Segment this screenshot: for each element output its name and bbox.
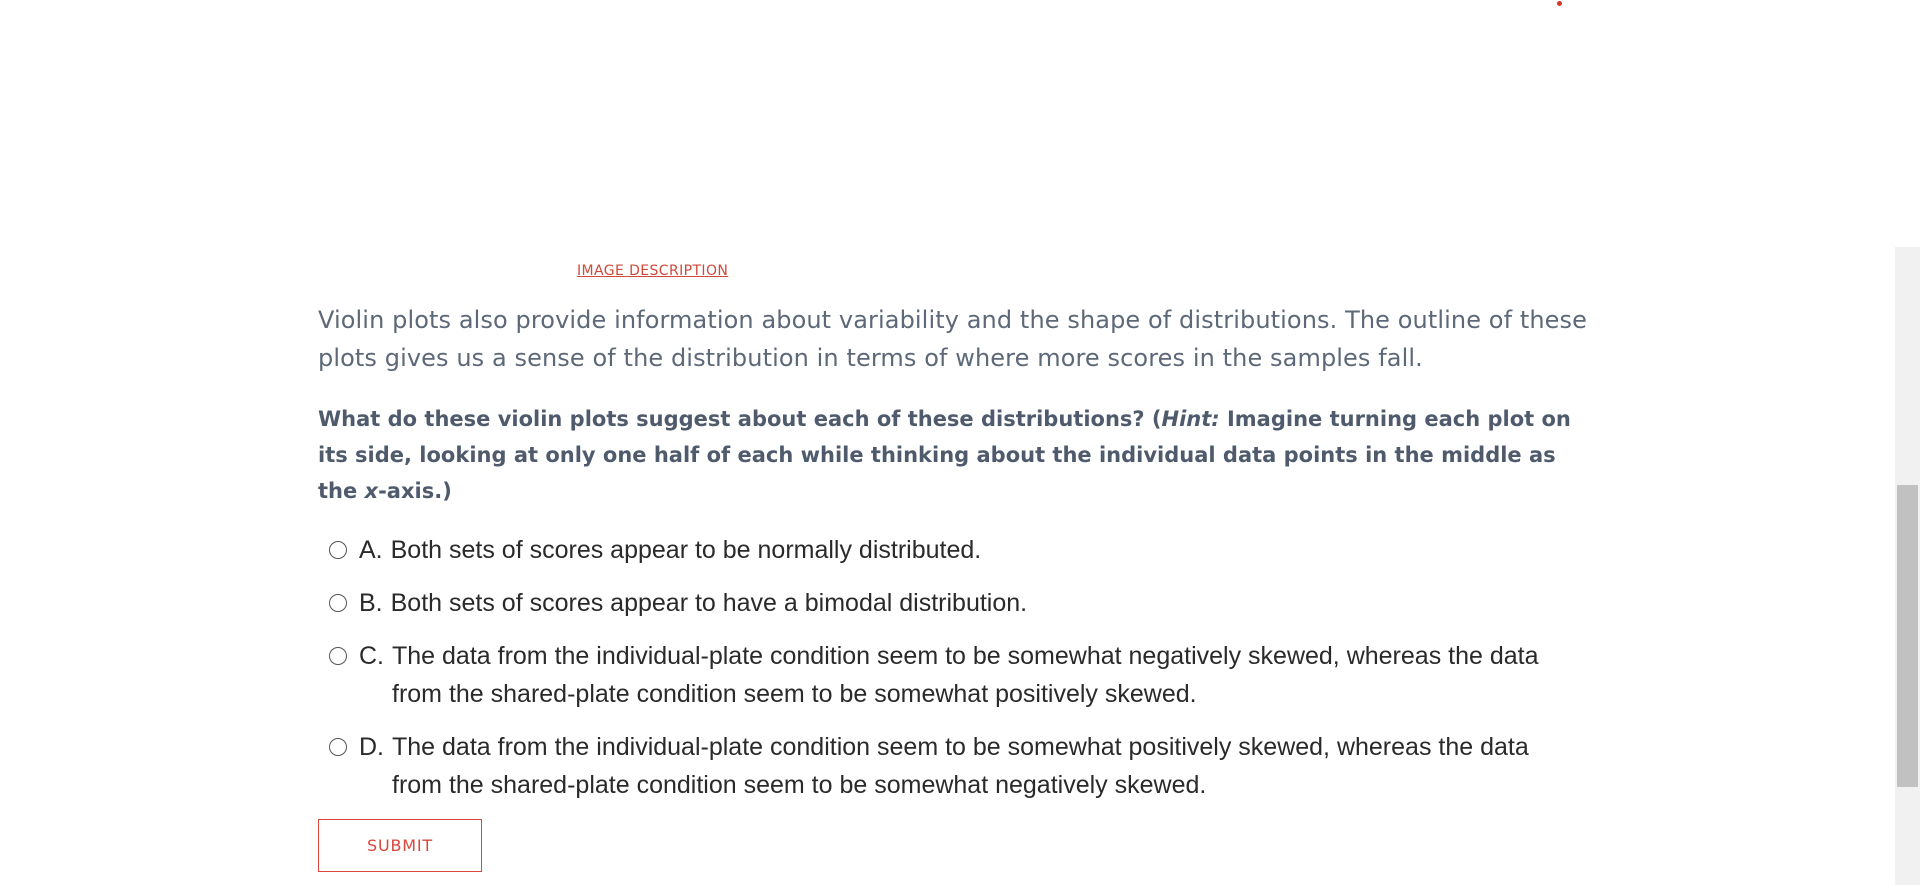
scrollbar-thumb[interactable] [1897,485,1918,787]
option-a-letter: A. [359,536,383,564]
option-c[interactable] [318,637,1598,713]
option-b-letter: B. [359,589,383,617]
option-d-letter: D. [359,733,384,761]
radio-button-b[interactable] [329,594,347,612]
option-b-text: Both sets of scores appear to have a bimodal distribution. [390,589,1028,617]
question-prompt [318,401,1588,509]
option-d-text: The data from the individual-plate condition seem to be somewhat positively skewed, whereas the data from the shared-plate condition seem to be somewhat negatively skewed. [392,733,1529,799]
intro-paragraph: Violin plots also provide information about variability and the shape of distributions. The outline of these plots gives us a sense of the distribution in terms of where more scores in the samples fall. [318,306,1588,372]
question-part-1: What do these violin plots suggest about each of these distributions? ( [318,407,1162,431]
option-a-text: Both sets of scores appear to be normally distributed. [390,536,982,564]
radio-button-d[interactable] [329,738,347,756]
option-a[interactable] [318,531,1598,569]
radio-button-a[interactable] [329,541,347,559]
submit-button[interactable]: SUBMIT [318,819,482,872]
option-c-text: The data from the individual-plate condition seem to be somewhat negatively skewed, whereas the data from the shared-plate condition seem to be somewhat positively skewed. [392,642,1539,708]
option-b[interactable] [318,584,1598,622]
x-variable: x [364,479,379,503]
option-c-letter: C. [359,642,384,670]
question-part-3: -axis.) [378,479,452,503]
hint-label: Hint: [1161,407,1220,431]
red-dot-marker [1557,1,1562,6]
radio-button-c[interactable] [329,647,347,665]
question-part-2: Imagine turning each plot on its side, looking at only one half of each while thinking about the individual data points in the middle as the [318,407,1571,503]
image-description-link[interactable]: IMAGE DESCRIPTION [577,263,729,279]
option-d[interactable] [318,728,1598,804]
answer-options [318,531,1598,819]
